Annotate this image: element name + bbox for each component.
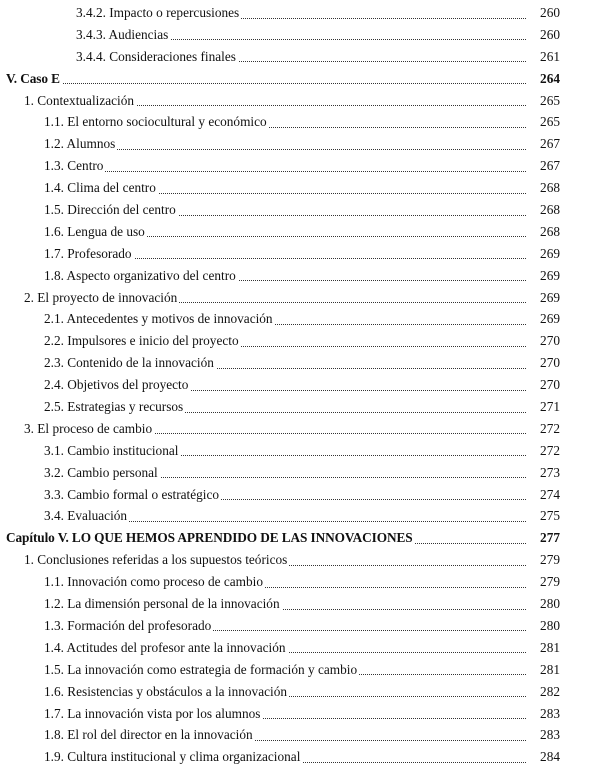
dot-leader <box>44 149 550 150</box>
toc-entry-row <box>0 549 600 571</box>
toc-entry-row <box>0 111 600 133</box>
toc-entry-row <box>0 352 600 374</box>
toc-page-number: 269 <box>526 308 560 330</box>
table-of-contents <box>0 2 600 768</box>
toc-entry-row <box>0 571 600 593</box>
toc-page-number: 282 <box>526 681 560 703</box>
toc-entry-row <box>0 221 600 243</box>
toc-entry-title: 1.3. Centro <box>44 155 105 177</box>
toc-entry-title: 1.2. Alumnos <box>44 133 117 155</box>
toc-heading-row <box>0 68 600 90</box>
toc-entry-row <box>0 90 600 112</box>
toc-entry-row <box>0 46 600 68</box>
toc-page-number: 283 <box>526 724 560 746</box>
toc-entry-row <box>0 440 600 462</box>
toc-entry-title: 3.4.4. Consideraciones finales <box>76 46 238 68</box>
toc-entry-title: 3.4. Evaluación <box>44 505 129 527</box>
toc-entry-title: V. Caso E <box>6 68 62 90</box>
toc-entry-title: 1.2. La dimensión personal de la innovación <box>44 593 282 615</box>
toc-page-number: 268 <box>526 221 560 243</box>
toc-entry-row <box>0 155 600 177</box>
toc-entry-row <box>0 396 600 418</box>
toc-entry-title: 3. El proceso de cambio <box>24 418 154 440</box>
toc-entry-title: Capítulo V. LO QUE HEMOS APRENDIDO DE LAS INNOVACIONES <box>6 527 415 549</box>
toc-page-number: 260 <box>526 24 560 46</box>
toc-entry-title: 2.4. Objetivos del proyecto <box>44 374 190 396</box>
toc-entry-row <box>0 703 600 725</box>
toc-heading-row <box>0 527 600 549</box>
toc-page-number: 267 <box>526 155 560 177</box>
toc-entry-row <box>0 287 600 309</box>
toc-entry-title: 1.8. Aspecto organizativo del centro <box>44 265 238 287</box>
toc-page-number: 272 <box>526 440 560 462</box>
toc-entry-title: 1.7. La innovación vista por los alumnos <box>44 703 262 725</box>
toc-page-number: 279 <box>526 549 560 571</box>
dot-leader <box>44 171 550 172</box>
toc-page-number: 271 <box>526 396 560 418</box>
toc-entry-row <box>0 505 600 527</box>
toc-entry-title: 2. El proyecto de innovación <box>24 287 179 309</box>
toc-page-number: 281 <box>526 637 560 659</box>
toc-entry-title: 3.4.2. Impacto o repercusiones <box>76 2 241 24</box>
toc-entry-row <box>0 637 600 659</box>
dot-leader <box>6 83 550 84</box>
toc-page-number: 270 <box>526 352 560 374</box>
toc-entry-row <box>0 2 600 24</box>
toc-entry-row <box>0 659 600 681</box>
toc-page-number: 270 <box>526 374 560 396</box>
toc-page-number: 260 <box>526 2 560 24</box>
toc-page-number: 283 <box>526 703 560 725</box>
toc-entry-row <box>0 177 600 199</box>
toc-page-number: 268 <box>526 177 560 199</box>
toc-entry-title: 1.1. El entorno sociocultural y económico <box>44 111 269 133</box>
toc-entry-row <box>0 462 600 484</box>
toc-entry-row <box>0 724 600 746</box>
toc-entry-row <box>0 133 600 155</box>
toc-entry-row <box>0 265 600 287</box>
toc-page-number: 267 <box>526 133 560 155</box>
toc-page-number: 274 <box>526 484 560 506</box>
toc-entry-title: 1.6. Lengua de uso <box>44 221 147 243</box>
toc-entry-title: 1.9. Cultura institucional y clima organizacional <box>44 746 302 768</box>
toc-entry-title: 1. Contextualización <box>24 90 136 112</box>
toc-entry-title: 1.4. Actitudes del profesor ante la innovación <box>44 637 288 659</box>
toc-entry-row <box>0 593 600 615</box>
toc-entry-title: 2.2. Impulsores e inicio del proyecto <box>44 330 241 352</box>
toc-entry-row <box>0 418 600 440</box>
toc-page-number: 270 <box>526 330 560 352</box>
toc-page-number: 261 <box>526 46 560 68</box>
toc-entry-title: 1.5. Dirección del centro <box>44 199 178 221</box>
toc-page-number: 269 <box>526 243 560 265</box>
toc-entry-row <box>0 746 600 768</box>
toc-entry-title: 2.3. Contenido de la innovación <box>44 352 216 374</box>
toc-page-number: 269 <box>526 265 560 287</box>
toc-entry-title: 1.7. Profesorado <box>44 243 134 265</box>
toc-entry-title: 1.8. El rol del director en la innovación <box>44 724 255 746</box>
toc-page-number: 279 <box>526 571 560 593</box>
toc-page-number: 280 <box>526 593 560 615</box>
toc-page-number: 275 <box>526 505 560 527</box>
toc-entry-row <box>0 330 600 352</box>
toc-page-number: 268 <box>526 199 560 221</box>
toc-page-number: 269 <box>526 287 560 309</box>
toc-entry-title: 3.3. Cambio formal o estratégico <box>44 484 221 506</box>
toc-entry-title: 2.1. Antecedentes y motivos de innovación <box>44 308 275 330</box>
toc-entry-title: 3.1. Cambio institucional <box>44 440 180 462</box>
toc-entry-row <box>0 681 600 703</box>
toc-page-number: 273 <box>526 462 560 484</box>
toc-entry-row <box>0 615 600 637</box>
toc-page-number: 284 <box>526 746 560 768</box>
toc-page-number: 265 <box>526 111 560 133</box>
toc-entry-row <box>0 484 600 506</box>
toc-entry-title: 1.3. Formación del profesorado <box>44 615 213 637</box>
toc-entry-title: 1.6. Resistencias y obstáculos a la innovación <box>44 681 289 703</box>
toc-entry-title: 1.1. Innovación como proceso de cambio <box>44 571 265 593</box>
toc-page-number: 265 <box>526 90 560 112</box>
toc-entry-row <box>0 374 600 396</box>
toc-page-number: 281 <box>526 659 560 681</box>
toc-entry-title: 1.4. Clima del centro <box>44 177 158 199</box>
toc-page-number: 264 <box>526 68 560 90</box>
toc-entry-title: 1. Conclusiones referidas a los supuestos teóricos <box>24 549 289 571</box>
toc-entry-row <box>0 243 600 265</box>
toc-entry-row <box>0 24 600 46</box>
toc-entry-title: 3.4.3. Audiencias <box>76 24 170 46</box>
toc-page-number: 277 <box>526 527 560 549</box>
toc-page-number: 272 <box>526 418 560 440</box>
toc-entry-row <box>0 199 600 221</box>
toc-entry-title: 2.5. Estrategias y recursos <box>44 396 185 418</box>
toc-page-number: 280 <box>526 615 560 637</box>
toc-entry-row <box>0 308 600 330</box>
toc-entry-title: 1.5. La innovación como estrategia de formación y cambio <box>44 659 359 681</box>
toc-entry-title: 3.2. Cambio personal <box>44 462 160 484</box>
